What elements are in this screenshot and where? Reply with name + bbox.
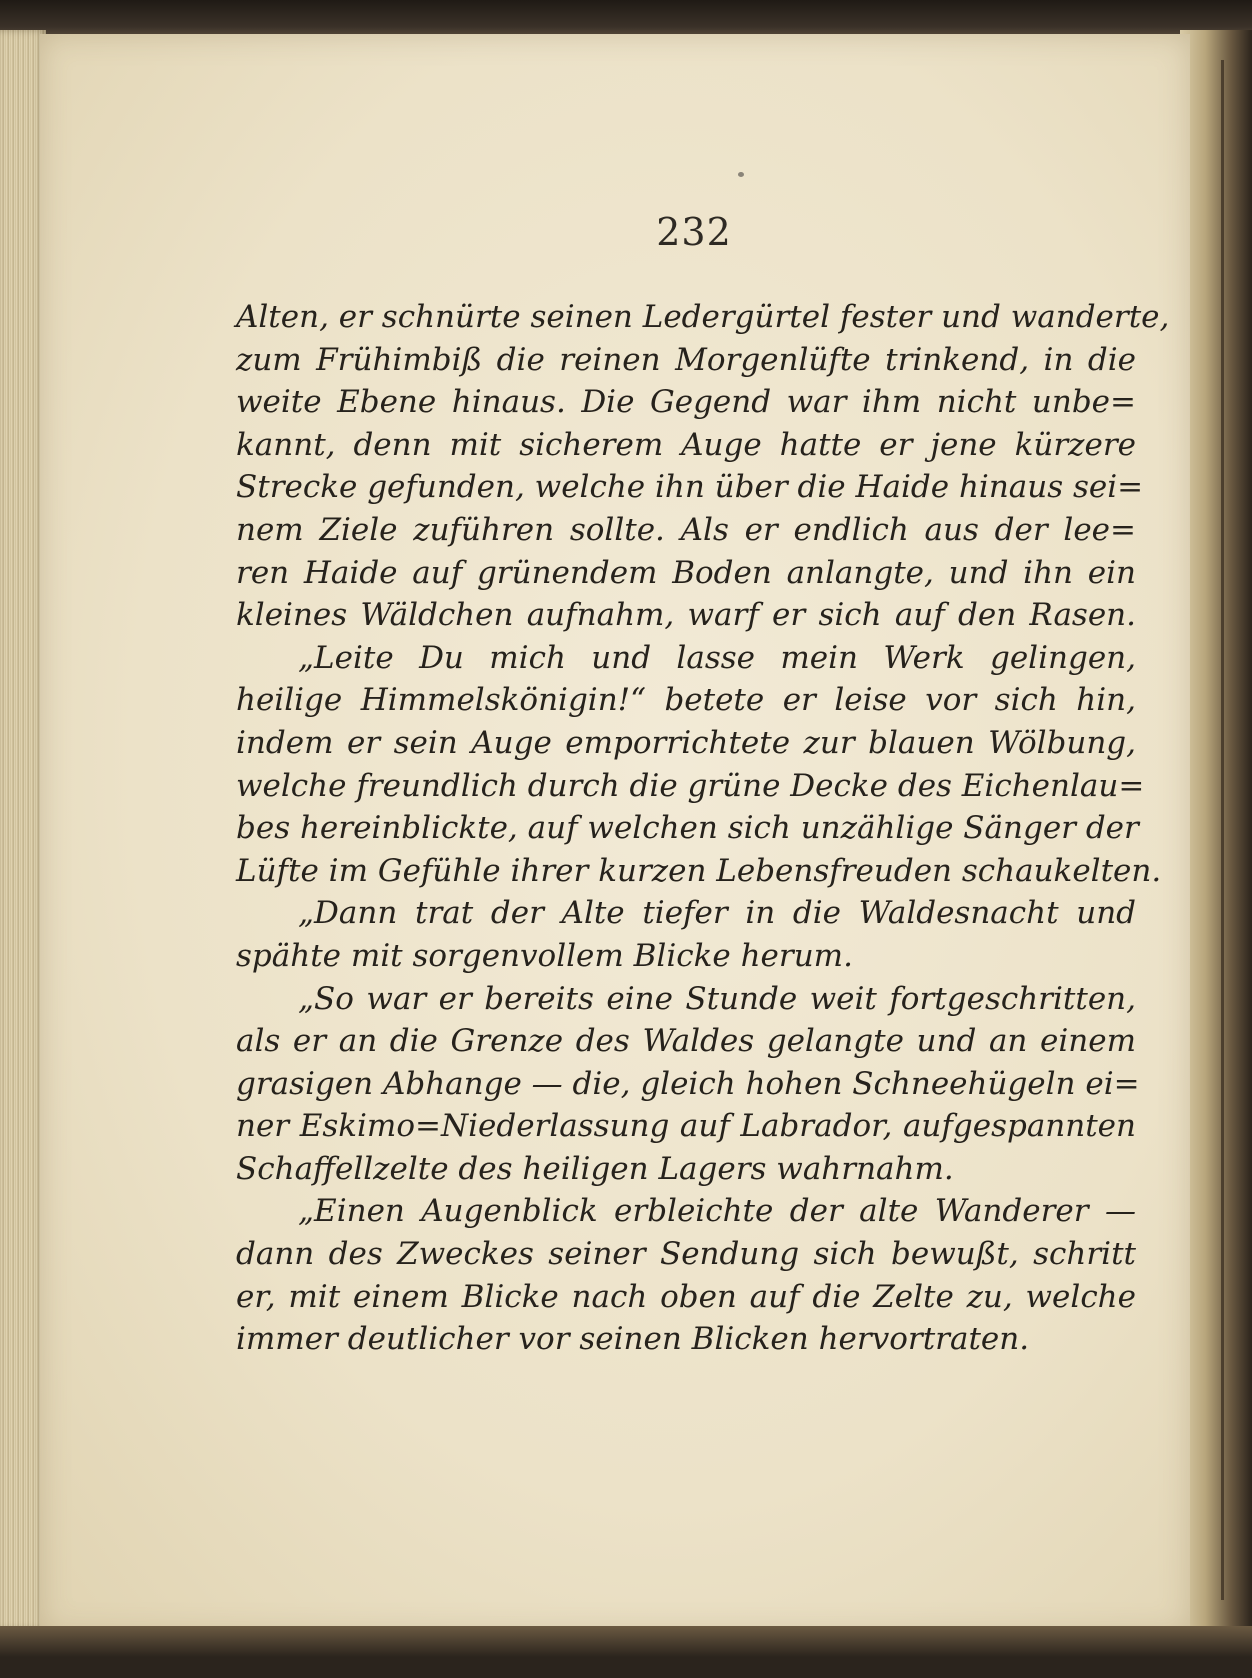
text-line: zum Frühimbiß die reinen Morgenlüfte trinkend, in die — [236, 341, 1136, 378]
text-line: „Einen Augenblick erbleichte der alte Wanderer — — [298, 1193, 1136, 1230]
text-line: grasigen Abhange — die, gleich hohen Schneehügeln ei= — [236, 1065, 1140, 1102]
text-line: nem Ziele zuführen sollte. Als er endlich aus der lee= — [236, 511, 1136, 548]
book-cover-top-edge — [0, 0, 1252, 38]
text-line: „Leite Du mich und lasse mein Werk gelingen, — [298, 639, 1136, 676]
binding-gutter — [1180, 30, 1252, 1630]
text-line: immer deutlicher vor seinen Blicken hervortraten. — [236, 1321, 1030, 1358]
text-line: weite Ebene hinaus. Die Gegend war ihm nicht unbe= — [236, 384, 1136, 421]
text-line: „So war er bereits eine Stunde weit fortgeschritten, — [298, 980, 1136, 1017]
text-line: er, mit einem Blicke nach oben auf die Zelte zu, welche — [236, 1278, 1136, 1315]
text-line: bes hereinblickte, auf welchen sich unzählige Sänger der — [236, 810, 1139, 847]
text-line: Alten, er schnürte seinen Ledergürtel fester und wanderte, — [236, 299, 1170, 335]
text-line: Lüfte im Gefühle ihrer kurzen Lebensfreuden schaukelten. — [236, 852, 1162, 889]
text-line: dann des Zweckes seiner Sendung sich bewußt, schritt — [236, 1236, 1136, 1273]
text-line: „Dann trat der Alte tiefer in die Waldesnacht und — [298, 895, 1136, 932]
text-line: welche freundlich durch die grüne Decke des Eichenlau= — [236, 767, 1145, 804]
text-line: Schaffellzelte des heiligen Lagers wahrnahm. — [236, 1150, 954, 1187]
body-text — [236, 296, 1170, 1361]
text-line: kannt, denn mit sicherem Auge hatte er jene kürzere — [236, 426, 1136, 463]
text-line: Strecke gefunden, welche ihn über die Haide hinaus sei= — [236, 469, 1144, 506]
text-line: heilige Himmelskönigin!“ betete er leise vor sich hin, — [236, 682, 1136, 719]
text-line: ren Haide auf grünendem Boden anlangte, und ihn ein — [236, 554, 1136, 591]
text-line: kleines Wäldchen aufnahm, warf er sich auf den Rasen. — [236, 597, 1136, 634]
paper-speck — [738, 172, 744, 177]
text-line: indem er sein Auge emporrichtete zur blauen Wölbung, — [236, 724, 1136, 761]
binding-line — [1221, 60, 1224, 1600]
text-line: spähte mit sorgenvollem Blicke herum. — [236, 937, 853, 974]
book-bottom-edge — [0, 1626, 1252, 1678]
page-number: 232 — [656, 210, 732, 254]
text-line: ner Eskimo=Niederlassung auf Labrador, aufgespannten — [236, 1108, 1136, 1145]
text-line: als er an die Grenze des Waldes gelangte und an einem — [236, 1023, 1136, 1060]
